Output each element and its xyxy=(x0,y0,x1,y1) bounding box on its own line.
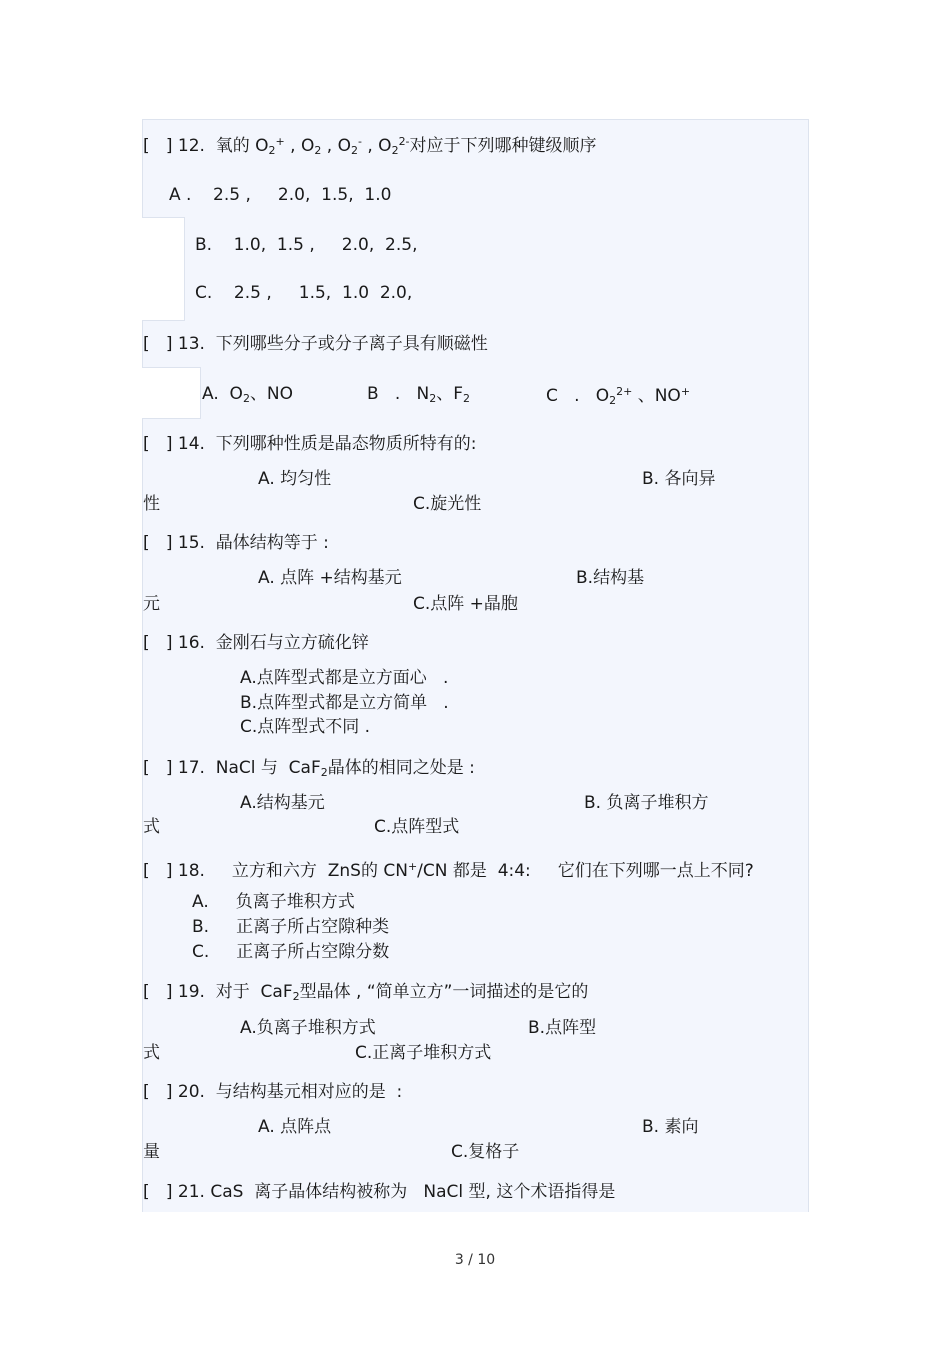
question-13-option-c: C . $O_2^{2+}$ 、NO+ xyxy=(546,385,691,407)
question-15-option-b-cont: 元 xyxy=(143,594,160,614)
question-20-option-a: A. 点阵点 xyxy=(258,1117,332,1137)
question-15-stem: [ ] 15. 晶体结构等于 : xyxy=(143,533,329,553)
question-20-option-c: C.复格子 xyxy=(451,1142,520,1162)
question-19-option-c: C.正离子堆积方式 xyxy=(355,1043,492,1063)
question-17-option-a: A.结构基元 xyxy=(240,793,325,813)
question-19-option-b-cont: 式 xyxy=(143,1043,160,1063)
question-19-stem: [ ] 19. 对于 CaF$_2$型晶体 , “简单立方”一词描述的是它的 xyxy=(143,982,589,1003)
question-14-option-a: A. 均匀性 xyxy=(258,469,332,489)
panel-notch xyxy=(142,367,201,419)
page-number: 3 / 10 xyxy=(454,1252,496,1268)
question-17-option-b-cont: 式 xyxy=(143,817,160,837)
question-20-stem: [ ] 20. 与结构基元相对应的是 : xyxy=(143,1082,403,1102)
question-14-option-b-cont: 性 xyxy=(143,494,160,514)
question-19-option-a: A.负离子堆积方式 xyxy=(240,1018,376,1038)
question-12-option-c: C. 2.5 , 1.5, 1.0 2.0, xyxy=(195,283,413,303)
question-15-option-b: B.结构基 xyxy=(576,568,645,588)
question-12-option-a: A . 2.5 , 2.0, 1.5, 1.0 xyxy=(169,185,392,205)
question-14-stem: [ ] 14. 下列哪种性质是晶态物质所特有的: xyxy=(143,434,477,454)
question-17-option-b: B. 负离子堆积方 xyxy=(584,793,709,813)
question-18-option-b: B. 正离子所占空隙种类 xyxy=(192,917,390,937)
question-13-option-a: A. $O_2$、NO xyxy=(202,384,294,405)
question-18-stem: [ ] 18. 立方和六方 ZnS的 CN+/CN 都是 4:4: 它们在下列哪一点上不同? xyxy=(143,860,754,881)
question-20-option-b-cont: 量 xyxy=(143,1142,160,1162)
question-20-option-b: B. 素向 xyxy=(642,1117,699,1137)
question-16-option-b: B.点阵型式都是立方简单 . xyxy=(240,693,449,713)
panel-notch xyxy=(142,217,185,321)
question-16-option-a: A.点阵型式都是立方面心 . xyxy=(240,668,449,688)
question-16-option-c: C.点阵型式不同 . xyxy=(240,717,371,737)
question-12-option-b: B. 1.0, 1.5 , 2.0, 2.5, xyxy=(195,235,418,255)
question-14-option-c: C.旋光性 xyxy=(413,494,482,514)
question-14-option-b: B. 各向异 xyxy=(642,469,716,489)
question-12-stem: [ ] 12. 氧的 $O_2^+$ , $O_2$ , $O_2^-$ , $O_2^{2-}$对应于下列哪种键级顺序 xyxy=(143,135,597,157)
question-18-option-c: C. 正离子所占空隙分数 xyxy=(192,942,390,962)
question-19-option-b: B.点阵型 xyxy=(528,1018,597,1038)
question-17-option-c: C.点阵型式 xyxy=(374,817,460,837)
question-17-stem: [ ] 17. NaCl 与 CaF$_2$晶体的相同之处是 : xyxy=(143,758,475,779)
question-16-stem: [ ] 16. 金刚石与立方硫化锌 xyxy=(143,633,369,653)
question-13-stem: [ ] 13. 下列哪些分子或分子离子具有顺磁性 xyxy=(143,334,488,354)
question-13-option-b: B . $N_2$、$F_2$ xyxy=(367,384,470,405)
question-18-option-a: A. 负离子堆积方式 xyxy=(192,892,355,912)
question-21-stem: [ ] 21. CaS 离子晶体结构被称为 NaCl 型, 这个术语指得是 xyxy=(143,1182,616,1202)
question-15-option-c: C.点阵 +晶胞 xyxy=(413,594,518,614)
question-15-option-a: A. 点阵 +结构基元 xyxy=(258,568,402,588)
